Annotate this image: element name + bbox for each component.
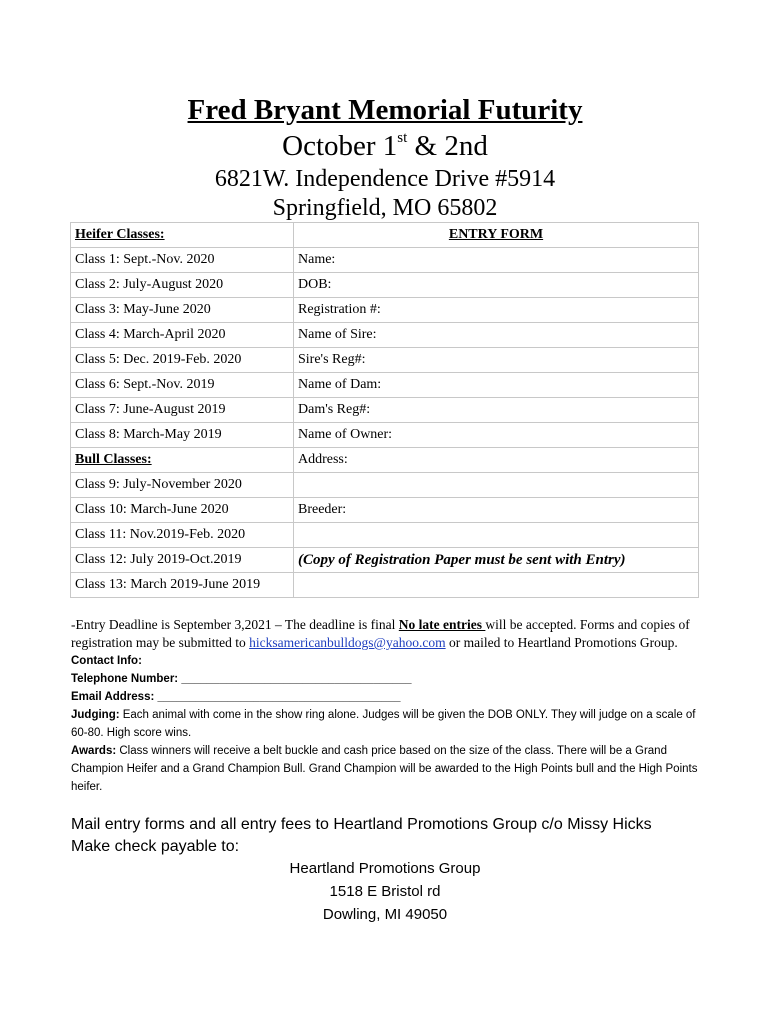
no-late-entries-text: No late entries (398, 617, 486, 632)
table-row (71, 498, 699, 523)
dates-superscript: st (397, 130, 408, 146)
judging-label: Judging: (71, 709, 120, 721)
bull-classes-header: Bull Classes: (71, 448, 294, 473)
deadline-text-a: -Entry Deadline is September 3,2021 – The deadline is final (71, 617, 399, 632)
table-row (71, 448, 699, 473)
table-row (71, 473, 699, 498)
awards-paragraph (71, 742, 699, 796)
form-field-blank (294, 573, 699, 598)
page-title: Fred Bryant Memorial Futurity (187, 94, 583, 126)
table-row (71, 248, 699, 273)
class-cell: Class 12: July 2019-Oct.2019 (71, 548, 294, 573)
form-field-label: DOB: (294, 273, 699, 298)
class-cell: Class 9: July-November 2020 (71, 473, 294, 498)
return-address-line2: 1518 E Bristol rd (329, 883, 441, 900)
class-cell: Class 5: Dec. 2019-Feb. 2020 (71, 348, 294, 373)
table-row (71, 323, 699, 348)
venue-address-line1: 6821W. Independence Drive #5914 (214, 166, 556, 192)
class-cell: Class 7: June-August 2019 (71, 398, 294, 423)
dates-prefix: October 1 (282, 130, 398, 162)
class-cell: Class 3: May-June 2020 (71, 298, 294, 323)
form-field-label: Name of Sire: (294, 323, 699, 348)
table-row (71, 523, 699, 548)
class-cell: Class 13: March 2019-June 2019 (71, 573, 294, 598)
mail-line-1: Mail entry forms and all entry fees to Heartland Promotions Group c/o Missy Hicks (71, 816, 652, 833)
table-row (71, 273, 699, 298)
judging-paragraph (71, 706, 699, 742)
email-line: Email Address: ______________________________________ (71, 691, 401, 703)
class-cell: Class 4: March-April 2020 (71, 323, 294, 348)
mail-line-2: Make check payable to: (71, 838, 240, 855)
return-address (0, 857, 770, 926)
form-field-label: Dam's Reg#: (294, 398, 699, 423)
event-dates (0, 128, 770, 164)
class-cell: Class 11: Nov.2019-Feb. 2020 (71, 523, 294, 548)
class-cell: Class 2: July-August 2020 (71, 273, 294, 298)
entry-table (70, 222, 699, 598)
table-row (71, 573, 699, 598)
judging-text: Each animal with come in the show ring alone. Judges will be given the DOB ONLY. They will judge on a scale of 60-80. High score wins. (71, 709, 696, 739)
class-cell: Class 10: March-June 2020 (71, 498, 294, 523)
table-row (71, 298, 699, 323)
deadline-text-c: will be accepted. Forms and copies of registration may be submitted to (71, 617, 690, 650)
deadline-text-d: or mailed to Heartland Promotions Group. (445, 635, 678, 650)
telephone-line: Telephone Number: ____________________________________ (71, 673, 412, 685)
submission-email-link[interactable]: hicksamericanbulldogs@yahoo.com (249, 635, 446, 650)
table-row (71, 348, 699, 373)
form-field-label: Name of Owner: (294, 423, 699, 448)
mail-instructions (71, 814, 711, 858)
form-field-blank (294, 473, 699, 498)
awards-label: Awards: (71, 745, 117, 757)
return-address-line3: Dowling, MI 49050 (322, 906, 448, 923)
registration-note: (Copy of Registration Paper must be sent with Entry) (294, 548, 699, 573)
table-row (71, 398, 699, 423)
entry-form-header: ENTRY FORM (294, 223, 699, 248)
table-row (71, 548, 699, 573)
return-address-line1: Heartland Promotions Group (289, 860, 481, 877)
form-field-label: Registration #: (294, 298, 699, 323)
dates-suffix: & 2nd (407, 130, 488, 162)
info-section (71, 616, 699, 796)
form-field-label: Breeder: (294, 498, 699, 523)
class-cell: Class 1: Sept.-Nov. 2020 (71, 248, 294, 273)
table-row (71, 373, 699, 398)
form-field-label: Address: (294, 448, 699, 473)
class-cell: Class 8: March-May 2019 (71, 423, 294, 448)
heifer-classes-header: Heifer Classes: (71, 223, 294, 248)
table-header-row (71, 223, 699, 248)
form-field-label: Name of Dam: (294, 373, 699, 398)
form-field-label: Name: (294, 248, 699, 273)
venue-address-line2: Springfield, MO 65802 (272, 195, 498, 221)
form-field-label: Sire's Reg#: (294, 348, 699, 373)
awards-text: Class winners will receive a belt buckle and cash price based on the size of the class. There will be a Grand Champion Heifer and a Grand Champion Bull. Grand Champion will be awarded to the High Points bull and the High Points heifer. (71, 745, 698, 793)
deadline-paragraph (71, 616, 699, 652)
form-field-blank (294, 523, 699, 548)
contact-info-label: Contact Info: (71, 655, 142, 667)
class-cell: Class 6: Sept.-Nov. 2019 (71, 373, 294, 398)
table-row (71, 423, 699, 448)
